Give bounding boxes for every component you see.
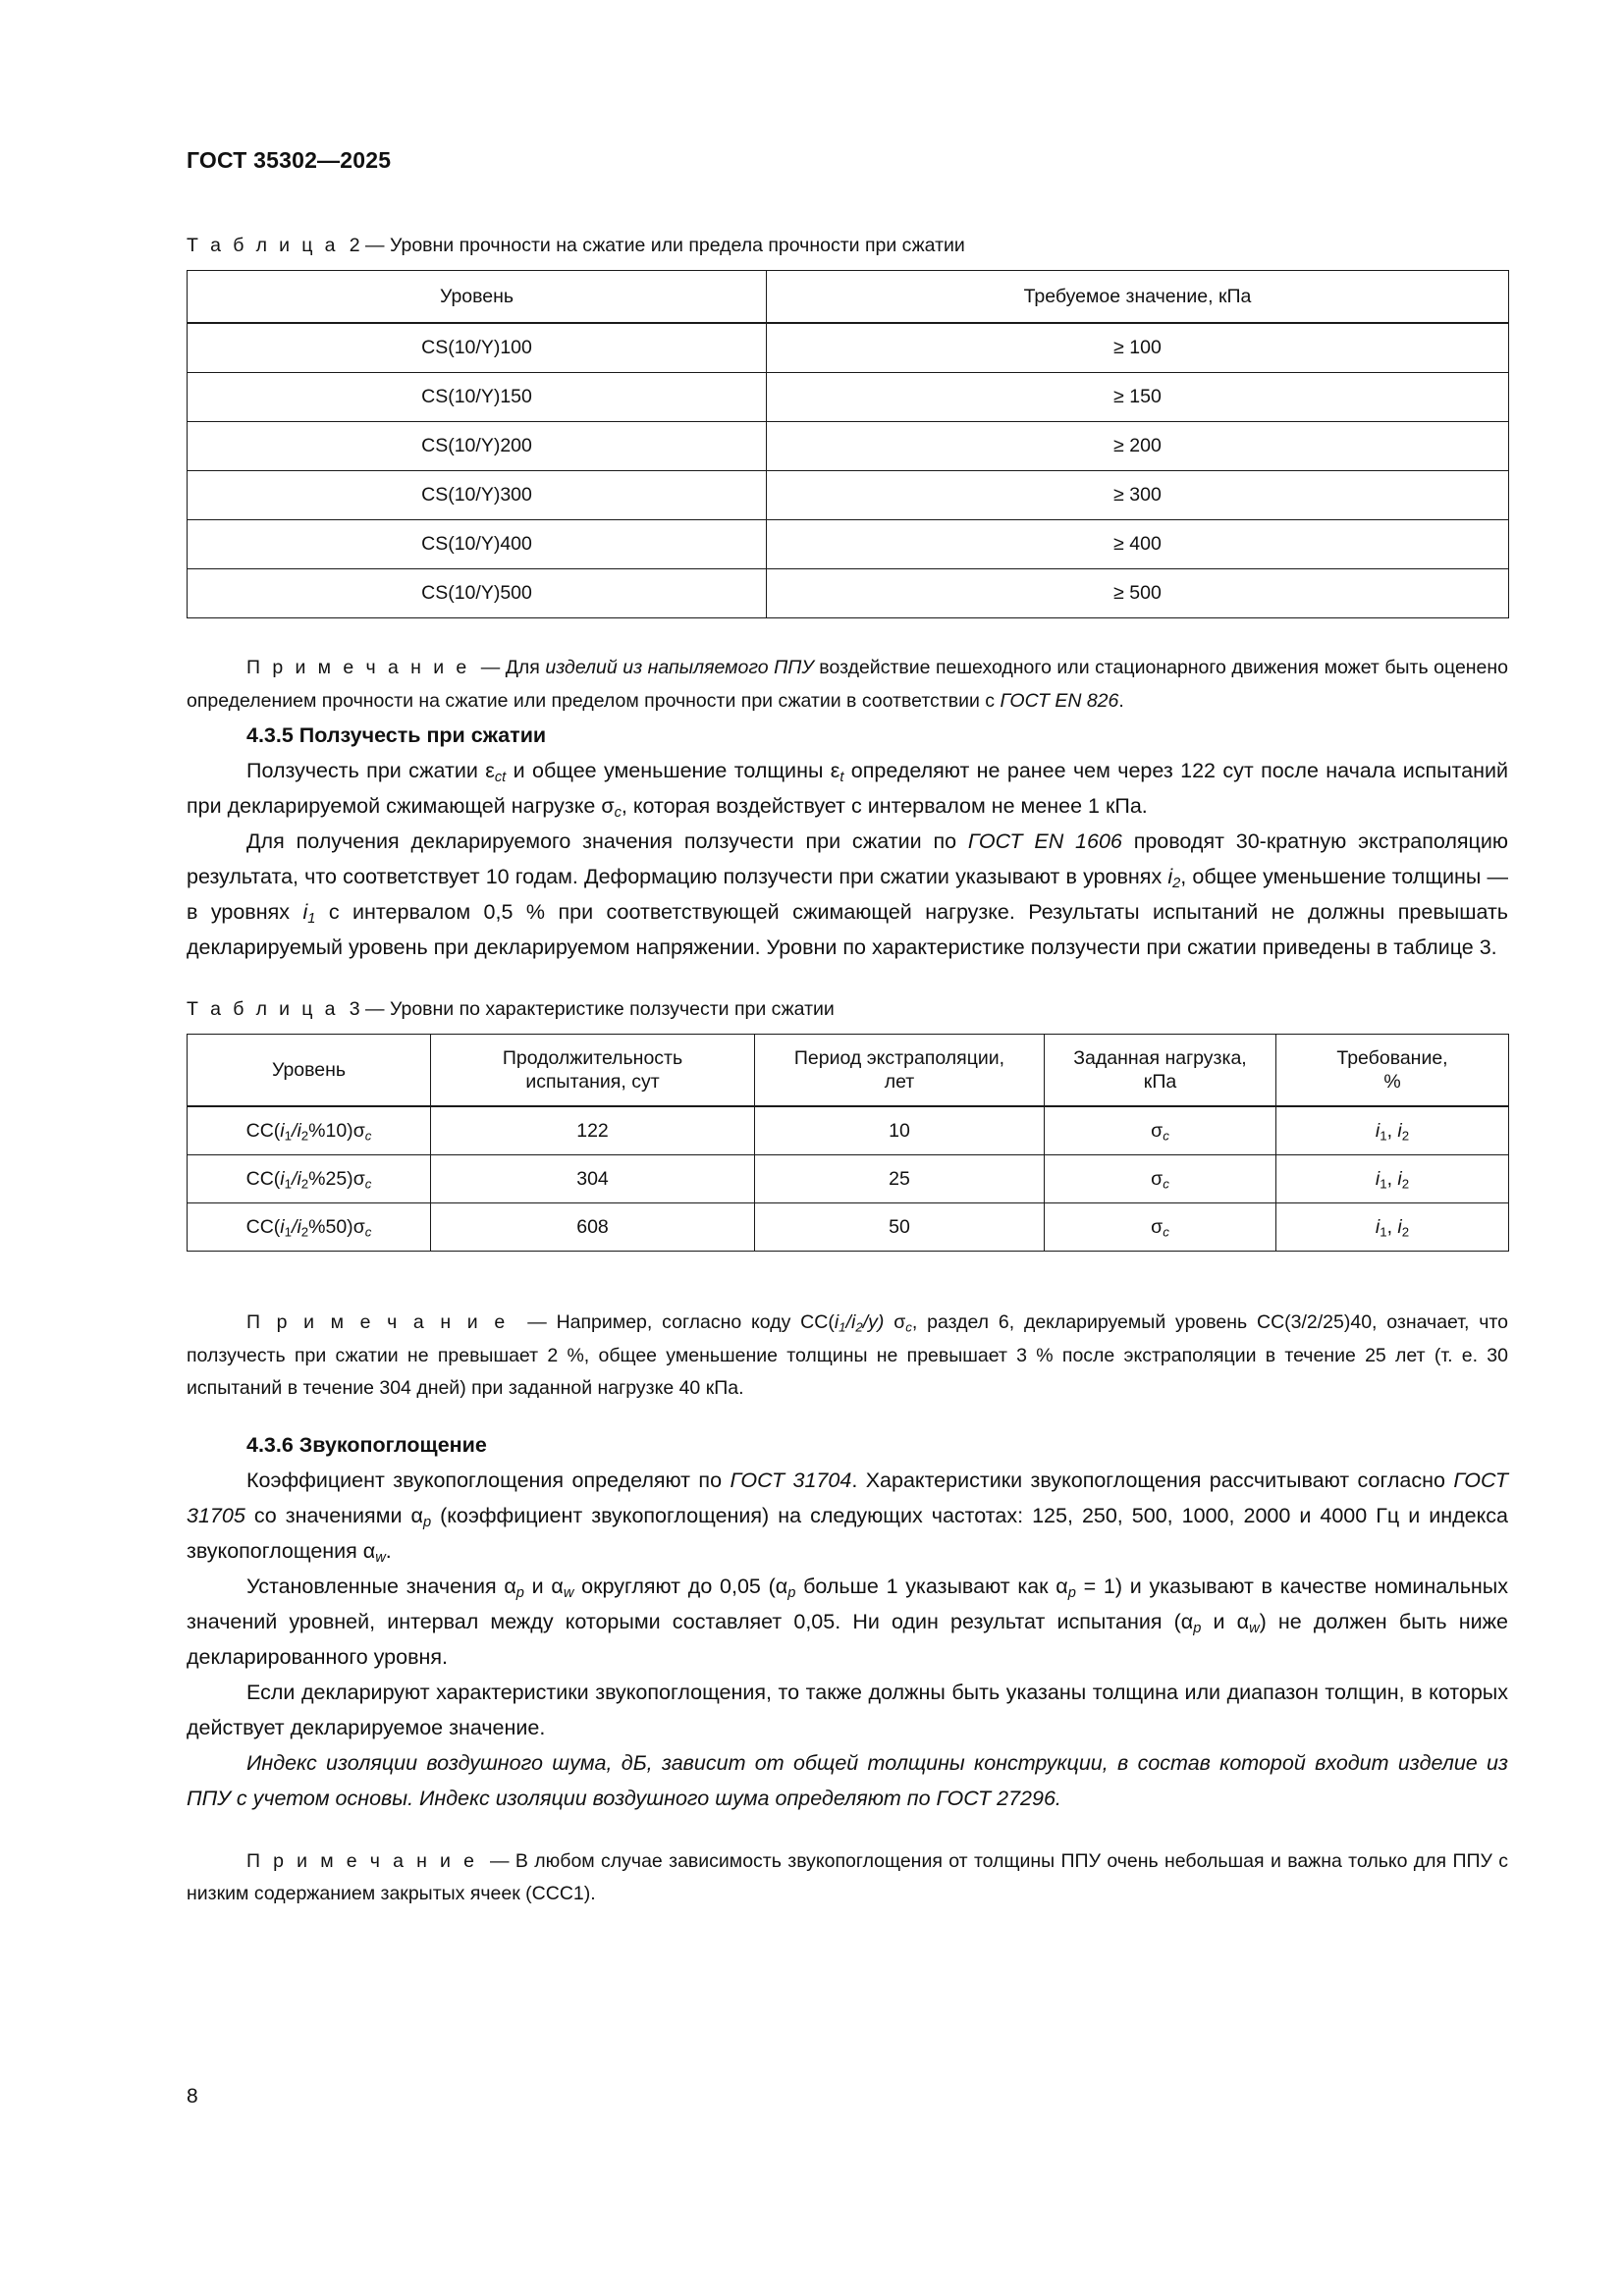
table-row [188,569,1509,618]
table3-caption [187,998,1508,1021]
table2-cell-value: ≥ 400 [767,520,1509,569]
heading-4-3-5: 4.3.5 Ползучесть при сжатии [246,723,547,747]
par-text: округляют до 0,05 (α [573,1574,788,1598]
table-row [188,373,1509,422]
table2-caption-dash: — [365,235,385,256]
note-final [187,1845,1508,1911]
table-row [188,1155,1509,1203]
table3-cell-requirement: $i_1$, $i_2$ [1276,1155,1509,1203]
table-row [188,471,1509,520]
note-text: Например, согласно коду CC( [556,1311,835,1333]
table2-cell-level: CS(10/Y)100 [188,323,767,373]
par-text: , которая воздействует с интервалом не менее 1 кПа. [621,794,1148,818]
table3-caption-number: 3 [349,998,360,1020]
sub-c: c [614,805,622,822]
table-row [188,1106,1509,1155]
table2-caption [187,235,1508,257]
table3-cell-level: $CC(i_1/i_2\%50)\sigma_c$ [188,1203,431,1252]
par-text: Установленные значения α [246,1574,516,1598]
table3-cell-period: 50 [755,1203,1045,1252]
table3-header-duration: Продолжительность испытания, сут [431,1035,755,1107]
sub-ct: ct [494,770,507,786]
paragraph-4-3-6-3: Если декларируют характеристики звукопоглощения, то также должны быть указаны толщина или диапазон толщин, в которых действует декларируемое значение. [187,1680,1508,1739]
paragraph-4-3-6-2: Установленные значения $\alpha_p$ и $\alpha_w$ округляют до 0,05 ($\alpha_p$ больше 1 указывают как $\alpha_p = 1$) и указывают в качестве номинальных значений уровней, интервал между которыми составляет 0,05. Ни один результат испытания ($\alpha_p$ и $\alpha_w$) не должен быть ниже декларированного уровня. [187,1574,1508,1669]
table-compressive-strength-levels [187,270,1509,618]
table3-header-period: Период экстраполяции, лет [755,1035,1045,1107]
table2-cell-level: CS(10/Y)500 [188,569,767,618]
table3-cell-period: 10 [755,1106,1045,1155]
table3-cell-duration: 304 [431,1155,755,1203]
note-italic-1: изделий из напыляемого ППУ [545,657,814,678]
note-dash: — [480,657,501,678]
table3-cell-requirement: $i_1$, $i_2$ [1276,1203,1509,1252]
table2-cell-value: ≥ 300 [767,471,1509,520]
table3-caption-text: Уровни по характеристике ползучести при сжатии [389,998,835,1020]
table-row [188,520,1509,569]
table3-header-level: Уровень [188,1035,431,1107]
table3-cell-level: $CC(i_1/i_2\%10)\sigma_c$ [188,1106,431,1155]
note-text: В любом случае зависимость звукопоглощения от толщины ППУ очень небольшая и важна только для ППУ с низким содержанием закрытых ячеек (CCC1). [187,1849,1509,1904]
note-text-part3: . [1118,689,1124,712]
table3-header-requirement: Требование, % [1276,1035,1509,1107]
paragraph-4-3-5-2 [187,824,1508,965]
par-text: проводят 30-кратную экстраполяцию результата, что соответствует 10 годам. Деформацию ползучести при сжатии указывают в уровнях [187,829,1508,888]
par-text: с интервалом 0,5 % при соответствующей сжимающей нагрузке. Результаты испытаний не должны превышать декларируемый уровень при декларируемом напряжении. Уровни по характеристике ползучести при сжатии приведены в таблице 3. [187,900,1508,959]
table-creep-levels [187,1034,1509,1252]
par-text: и общее уменьшение толщины ε [506,759,840,782]
note-label: П р и м е ч а н и е [246,1311,509,1333]
table-row [188,323,1509,373]
note-after-table2 [187,652,1508,718]
table2-cell-value: ≥ 200 [767,422,1509,471]
ref-gost-en-1606: ГОСТ EN 1606 [967,829,1122,853]
table2-cell-level: CS(10/Y)150 [188,373,767,422]
table2-cell-value: ≥ 150 [767,373,1509,422]
table2-header-level: Уровень [188,271,767,324]
table2-cell-level: CS(10/Y)200 [188,422,767,471]
par-text: (коэффициент звукопоглощения) на следующих частотах: 125, 250, 500, 1000, 2000 и 4000 Гц и индекса звукопоглощения α [187,1503,1508,1563]
par-text: и α [1201,1609,1250,1633]
table3-header-load: Заданная нагрузка, кПа [1045,1035,1276,1107]
par-text: определяют не ранее чем через 122 сут после начала испытаний при декларируемой сжимающей нагрузке σ [187,759,1508,818]
sub-w: w [375,1549,386,1566]
note-text: , раздел 6, декларируемый уровень CC(3/2/25)40, означает, что ползучесть при сжатии не превышает 2 %, общее уменьшение толщины не превышает 3 % после экстраполяции в течение 25 лет (т. е. 30 испытаний в течение 304 дней) при заданной нагрузке 40 кПа. [187,1311,1508,1399]
page-number: 8 [187,2085,198,2108]
paragraph-4-3-6-4: Индекс изоляции воздушного шума, дБ, зависит от общей толщины конструкции, в состав которой входит изделие из ППУ с учетом основы. Индекс изоляции воздушного шума определяют по ГОСТ 27296. [187,1750,1508,1810]
table3-cell-duration: 608 [431,1203,755,1252]
table3-cell-requirement: $i_1$, $i_2$ [1276,1106,1509,1155]
paragraph-4-3-5-1 [187,753,1508,824]
note-text-part2: воздействие пешеходного или стационарного движения может быть оценено определением прочности на сжатие или пределом прочности при сжатии в соответствии с [187,657,1509,712]
note-italic-2: ГОСТ EN 826 [1000,689,1119,712]
table2-caption-number: 2 [349,235,360,256]
table3-cell-load: $\sigma_c$ [1045,1203,1276,1252]
table2-caption-text: Уровни прочности на сжатие или предела прочности при сжатии [389,235,965,256]
par-text: Коэффициент звукопоглощения определяют по [246,1468,731,1492]
table3-cell-load: $\sigma_c$ [1045,1155,1276,1203]
table2-caption-label: Т а б л и ц а [187,235,339,256]
table3-caption-label: Т а б л и ц а [187,998,339,1020]
par-text: . [385,1538,392,1563]
table2-cell-level: CS(10/Y)400 [188,520,767,569]
table3-cell-load: $\sigma_c$ [1045,1106,1276,1155]
table-row [188,1203,1509,1252]
sub-p: p [422,1514,432,1530]
sub-t: t [839,770,844,786]
running-head: ГОСТ 35302—2025 [187,147,392,173]
par-text: Для получения декларируемого значения ползучести при сжатии по [246,829,968,853]
par-text: со значениями α [244,1503,423,1527]
par-text: больше 1 указывают как α [795,1574,1068,1598]
table2-header-value: Требуемое значение, кПа [767,271,1509,324]
table3-cell-duration: 122 [431,1106,755,1155]
table3-cell-level: $CC(i_1/i_2\%25)\sigma_c$ [188,1155,431,1203]
note-text-part1: Для [505,657,546,678]
par-text: Ползучесть при сжатии ε [246,759,495,782]
table3-header-row [188,1035,1509,1107]
note-dash: — [490,1849,510,1872]
heading-4-3-6: 4.3.6 Звукопоглощение [246,1432,487,1457]
table-row [188,422,1509,471]
table3-cell-period: 25 [755,1155,1045,1203]
table2-cell-value: ≥ 100 [767,323,1509,373]
note-after-table3: П р и м е ч а н и е — Например, согласно коду $CC(i_1/i_2/y)$ $\sigma_c$, раздел 6, декларируемый уровень CC(3/2/25)40, означает, что ползучесть при сжатии не превышает 2 %, общее уменьшение толщины не превышает 3 % после экстраполяции в течение 25 лет (т. е. 30 испытаний в течение 304 дней) при заданной нагрузке 40 кПа. [187,1311,1508,1399]
note-dash: — [527,1311,547,1333]
paragraph-4-3-6-1 [187,1463,1508,1569]
par-text: = 1) и указывают в качестве номинальных значений уровней, интервал между которыми составляет 0,05. Ни один результат испытания (α [187,1574,1508,1633]
ref-gost-31705: ГОСТ 31705 [187,1468,1508,1527]
note-label: П р и м е ч а н и е [246,657,470,678]
ref-gost-31704: ГОСТ 31704 [730,1468,852,1492]
table3-caption-dash: — [365,998,385,1020]
table2-cell-value: ≥ 500 [767,569,1509,618]
par-text: и α [523,1574,564,1598]
symbol-i1: $i_1$ [302,900,316,928]
symbol-i2: $i_2$ [1167,865,1181,892]
par-text: ) не должен быть ниже декларированного уровня. [187,1609,1508,1669]
table2-cell-level: CS(10/Y)300 [188,471,767,520]
table2-header-row [188,271,1509,324]
par-text: . Характеристики звукопоглощения рассчитывают согласно [851,1468,1454,1492]
par-text: , общее уменьшение толщины — в уровнях [187,865,1508,924]
note-label: П р и м е ч а н и е [246,1849,478,1872]
